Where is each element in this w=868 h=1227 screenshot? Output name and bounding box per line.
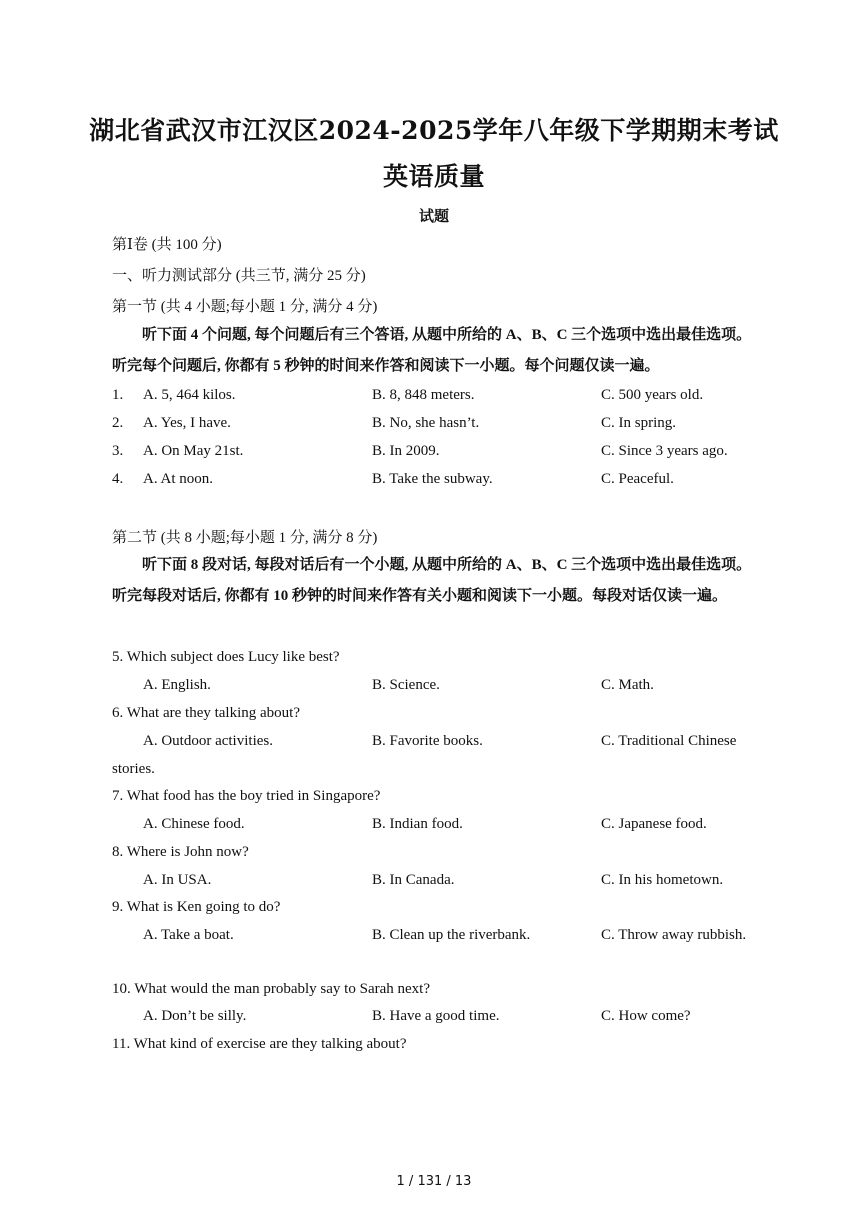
section2-instructions [112,550,760,612]
question-text: 8. Where is John now? [112,844,249,860]
option-b: B. No, she hasn’t. [372,415,480,431]
question-row [112,415,772,435]
section1-instructions [112,320,760,382]
options-row [112,927,772,947]
question-text: 9. What is Ken going to do? [112,899,281,915]
option-a: A. Yes, I have. [143,415,231,431]
question-row [112,471,772,491]
section2-heading: 第二节 (共 8 小题;每小题 1 分, 满分 8 分) [112,530,378,546]
question-number: 1. [112,387,124,403]
options-row [112,816,772,836]
section1-heading: 第一节 (共 4 小题;每小题 1 分, 满分 4 分) [112,299,378,315]
question-text: 10. What would the man probably say to Sarah next? [112,981,430,997]
option-b: B. Take the subway. [372,471,493,487]
question-row [112,387,772,407]
option-c: C. Math. [601,677,654,693]
option-b: B. Indian food. [372,816,463,832]
option-b: B. 8, 848 meters. [372,387,475,403]
section1-instructions-text: 听下面 4 个问题, 每个问题后有三个答语, 从题中所给的 A、B、C 三个选项中选出最佳选项。听完每个问题后, 你都有 5 秒钟的时间来作答和阅读下一小题。每个问题仅读一遍。 [112,327,752,374]
page-subtitle: 试题 [418,209,449,225]
question-number: 4. [112,471,124,487]
option-c: C. In his hometown. [601,872,724,888]
question-number: 2. [112,415,124,431]
page-title-line1: 湖北省武汉市江汉区2024-2025学年八年级下学期期末考试 [89,116,779,145]
question-row [112,443,772,463]
option-c: C. Throw away rubbish. [601,927,747,943]
volume-heading: 第Ⅰ卷 (共 100 分) [112,237,222,253]
question-text: 7. What food has the boy tried in Singapore? [112,788,381,804]
option-c: C. Peaceful. [601,471,674,487]
option-a: A. Take a boat. [143,927,234,943]
question-number: 3. [112,443,124,459]
option-b: B. Have a good time. [372,1008,500,1024]
option-a: A. Don’t be silly. [143,1008,247,1024]
option-b: B. Science. [372,677,440,693]
page-indicator: 1 / 131 / 13 [396,1174,472,1189]
options-row [112,733,772,753]
option-c-continuation: stories. [112,761,155,777]
option-a: A. English. [143,677,211,693]
option-b: B. Favorite books. [372,733,483,749]
question-text: 11. What kind of exercise are they talking about? [112,1036,407,1052]
option-a: A. Outdoor activities. [143,733,273,749]
option-c: C. Since 3 years ago. [601,443,728,459]
options-row [112,872,772,892]
question-text: 6. What are they talking about? [112,705,300,721]
question-text: 5. Which subject does Lucy like best? [112,649,340,665]
part-heading: 一、听力测试部分 (共三节, 满分 25 分) [112,268,366,284]
option-b: B. In 2009. [372,443,440,459]
option-b: B. In Canada. [372,872,455,888]
option-a: A. In USA. [143,872,212,888]
options-row [112,677,772,697]
option-c: C. In spring. [601,415,676,431]
option-b: B. Clean up the riverbank. [372,927,531,943]
option-a: A. 5, 464 kilos. [143,387,236,403]
option-c: C. Japanese food. [601,816,707,832]
page-title-line2: 英语质量 [382,162,485,191]
option-a: A. At noon. [143,471,214,487]
section2-instructions-text: 听下面 8 段对话, 每段对话后有一个小题, 从题中所给的 A、B、C 三个选项中选出最佳选项。听完每段对话后, 你都有 10 秒钟的时间来作答有关小题和阅读下一小题。每段对话仅读一遍。 [112,557,752,604]
options-row [112,1008,772,1028]
option-a: A. Chinese food. [143,816,245,832]
option-c: C. 500 years old. [601,387,704,403]
option-c: C. How come? [601,1008,691,1024]
option-c: C. Traditional Chinese [601,733,737,749]
option-a: A. On May 21st. [143,443,244,459]
